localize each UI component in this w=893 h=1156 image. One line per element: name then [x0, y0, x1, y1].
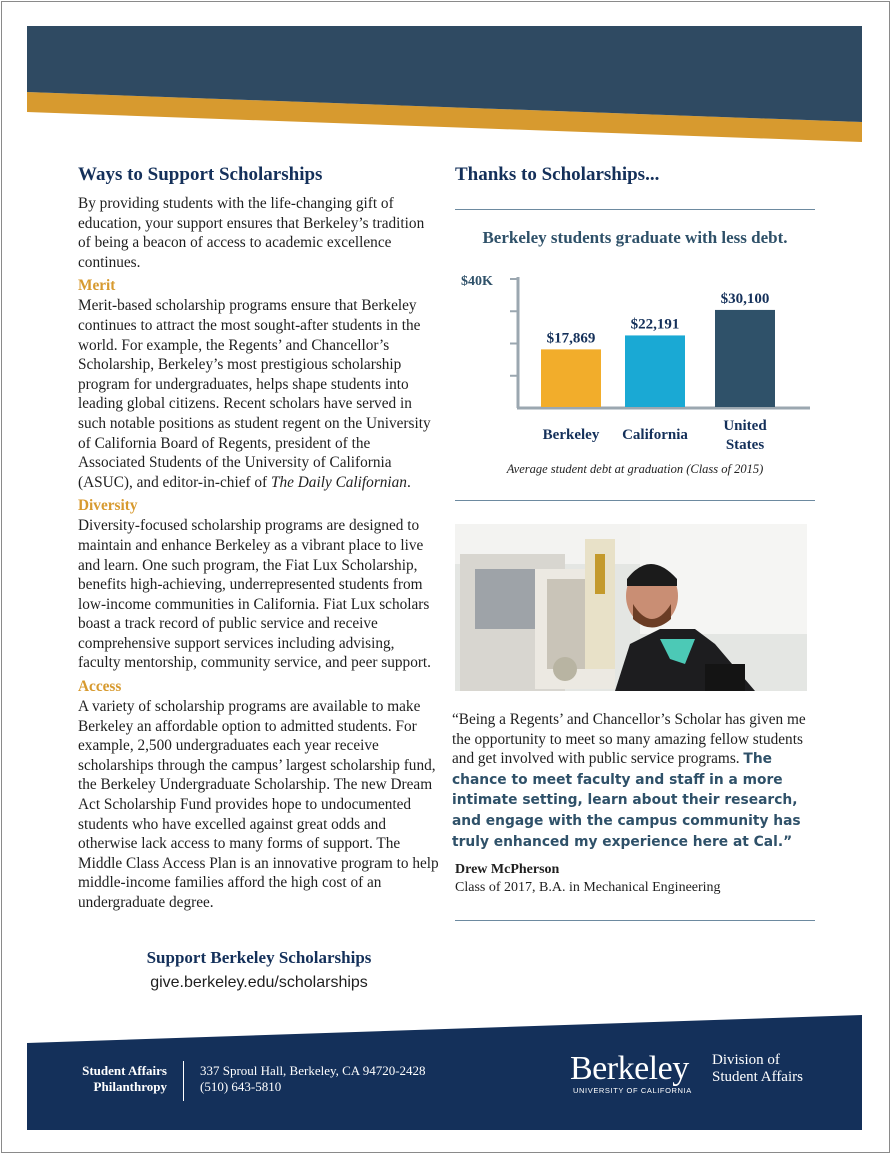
chart-caption: Average student debt at graduation (Class of 2015): [506, 462, 764, 476]
bar-value-label: $17,869: [546, 330, 596, 347]
merit-end: .: [406, 473, 411, 491]
support-block: [78, 948, 440, 992]
debt-bar-chart: [455, 262, 815, 462]
quote-highlight: The chance to meet faculty and staff in a more intimate setting, learn about their research, and engage with the campus community has truly enhanced my experience here at Cal.”: [452, 751, 801, 850]
attribution-name: Drew McPherson: [455, 862, 560, 877]
merit-paragraph: [78, 296, 440, 492]
attribution-role: Class of 2017, B.A. in Mechanical Engineering: [455, 880, 721, 895]
footer-org-line2: Philanthropy: [93, 1079, 167, 1094]
berkeley-logo-subtitle: UNIVERSITY OF CALIFORNIA: [573, 1086, 692, 1095]
footer-phone: (510) 643-5810: [200, 1079, 282, 1094]
chart-title: Berkeley students graduate with less debt.: [482, 228, 788, 247]
category-label: California: [622, 427, 688, 443]
bar-california: [625, 335, 685, 407]
footer-org: [60, 1063, 167, 1095]
divider-top: [455, 209, 815, 210]
category-label: Berkeley: [542, 427, 600, 443]
bar-value-label: $22,191: [630, 316, 680, 333]
category-label: United: [723, 418, 767, 434]
diversity-paragraph: Diversity-focused scholarship programs are designed to maintain and enhance Berkeley as a vibrant place to live and learn. One such program, the Fiat Lux Scholarship, benefits high-achieving, underrepresented students from low-income communities in California. Fiat Lux scholars boast a track record of public service and receive comprehensive support services including advising, faculty mentorship, community service, and peer support.: [78, 517, 432, 672]
left-column: [78, 164, 440, 913]
top-banner: [27, 26, 862, 142]
bars: [541, 291, 775, 453]
category-label: States: [725, 437, 765, 453]
diversity-heading: Diversity: [78, 497, 138, 515]
support-title: Support Berkeley Scholarships: [146, 948, 372, 967]
footer-divider: [183, 1061, 184, 1101]
divider-middle: [455, 500, 815, 501]
bar-united-states: [715, 310, 775, 407]
support-url[interactable]: give.berkeley.edu/scholarships: [150, 974, 368, 991]
quote-text: “Being a Regents’ and Chancellor’s Scholar has given me the opportunity to meet so many amazing fellow students and get involved with public service programs.: [452, 711, 806, 768]
access-heading: Access: [78, 678, 122, 696]
bar-value-label: $30,100: [720, 290, 770, 307]
ways-to-support-title: Ways to Support Scholarships: [78, 164, 323, 185]
divider-bottom: [455, 920, 815, 921]
daily-californian-text: The Daily Californian: [270, 473, 407, 491]
merit-text: Merit-based scholarship programs ensure that Berkeley continues to attract the most sought-after students in the world. For example, the Regents’ and Chancellor’s Scholarship, Berkeley’s most prestigious scholarship program for undergraduates, helps shape students into leading global citizens. Recent scholars have served in such notable positions as student regent on the University of California Board of Regents, president of the Associated Students of the University of California (ASUC), and editor-in-chief of: [78, 297, 431, 491]
merit-heading: Merit: [78, 277, 116, 295]
footer-org-line1: Student Affairs: [82, 1063, 167, 1078]
intro-paragraph: By providing students with the life-changing gift of education, your support ensures that Berkeley’s tradition of being a beacon of access to academic excellence continues.: [78, 195, 425, 271]
right-column: [455, 164, 815, 194]
footer-street: 337 Sproul Hall, Berkeley, CA 94720-2428: [200, 1063, 426, 1078]
footer-address: [200, 1063, 426, 1095]
division-line1: Division of: [712, 1052, 780, 1068]
division-line2: Student Affairs: [712, 1069, 803, 1085]
berkeley-logo: Berkeley: [570, 1050, 689, 1087]
y-tick-label: $40K: [461, 274, 493, 289]
division-name: [712, 1052, 803, 1086]
student-quote: [452, 710, 817, 852]
student-photo: [455, 524, 807, 691]
bar-berkeley: [541, 349, 601, 407]
access-paragraph: A variety of scholarship programs are available to make Berkeley an affordable option to admitted students. For example, 2,500 undergraduates each year receive scholarships through the campus’ largest scholarship fund, the Berkeley Undergraduate Scholarship. The new Dream Act Scholarship Fund provides hope to undocumented students who have excelled against great odds and otherwise lack access to many forms of support. The Middle Class Access Plan is an innovative program to help middle-income families afford the high cost of an undergraduate degree.: [78, 698, 439, 911]
thanks-title: Thanks to Scholarships...: [455, 164, 660, 185]
